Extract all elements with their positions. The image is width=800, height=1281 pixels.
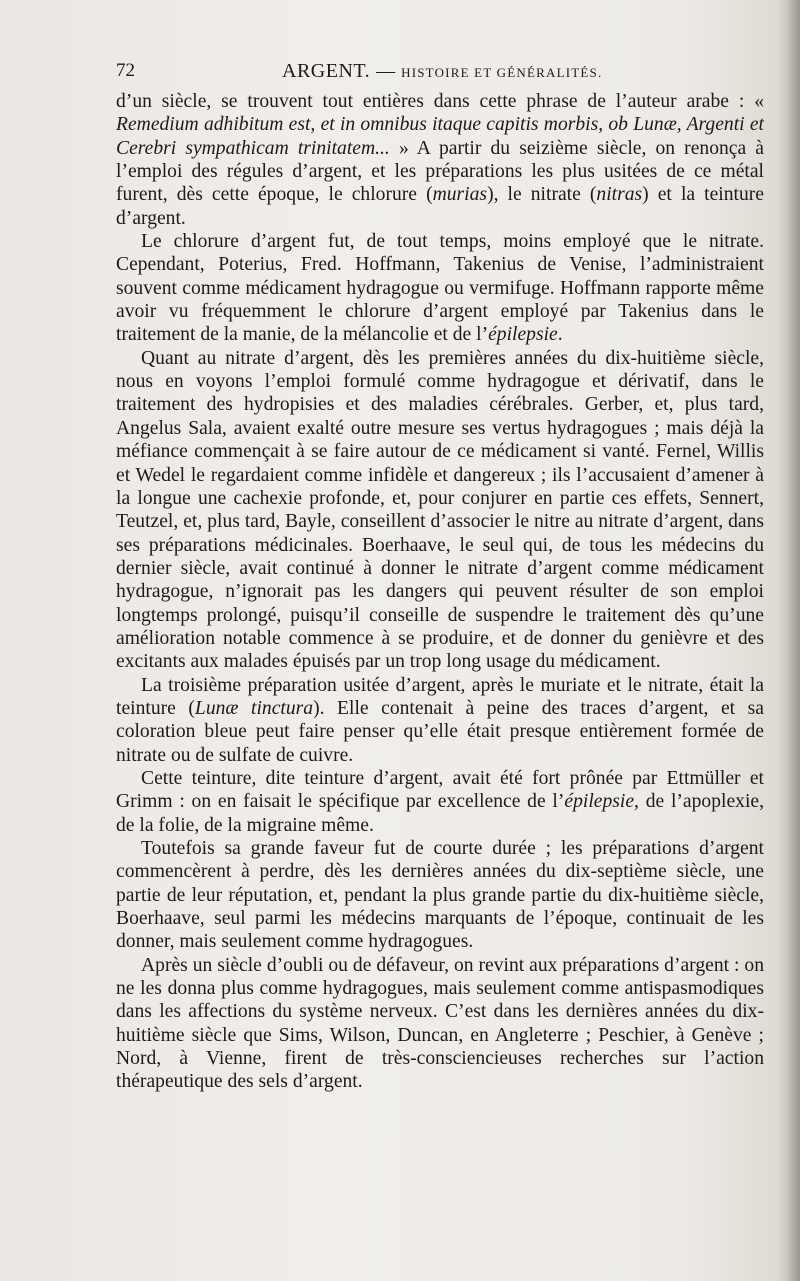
latin-term-lunae-tinctura: Lunæ tinctura xyxy=(194,697,314,719)
text-run: Après un siècle d’oubli ou de défaveur, on revint aux préparations d’argent : on ne les donna plus comme hydragogues, mais seulement comme antispasmodiques dans les affections du système nerveux. C’est dans les dernières années du dix-huitième siècle que Sims, Wilson, Duncan, en Angleterre ; Peschier, à Genève ; Nord, à Vienne, firent de très-consciencieuses recherches sur l’action thérapeutique des sels d’argent. xyxy=(116,954,764,1093)
latin-term-nitras: nitras xyxy=(596,184,643,206)
term-epilepsie: épilepsie xyxy=(564,791,635,813)
paragraph-6 xyxy=(116,837,764,954)
text-run: Le chlorure d’argent fut, de tout temps, moins employé que le nitrate. Cependant, Poterius, Fred. Hoffmann, Takenius de Venise, l’administraient souvent comme médicament hydragogue ou vermifuge. Hoffmann rapporte même avoir vu fréquemment le chlorure d’argent employé par Takenius dans le traitement de la manie, de la mélancolie et de l’ xyxy=(116,231,764,346)
paragraph-2 xyxy=(116,230,764,347)
latin-quotation: Remedium adhibitum est, et in omnibus itaque capitis morbis, ob Lunæ, Argenti et Cerebri sympathicam trinitatem... xyxy=(116,114,764,159)
text-run: , de l’apoplexie, de la folie, de la migraine même. xyxy=(116,791,764,836)
paragraph-4 xyxy=(116,674,764,767)
running-head xyxy=(282,58,602,86)
text-run: . xyxy=(557,324,563,346)
page-number: 72 xyxy=(116,60,135,81)
running-head-title: ARGENT. xyxy=(282,60,371,82)
text-run: ). Elle contenait à peine des traces d’argent, et sa coloration bleue peut faire penser qu’elle était presque entièrement formée de nitrate ou de sulfate de cuivre. xyxy=(116,697,764,766)
page-header xyxy=(116,58,764,84)
text-run: ) et la teinture d’argent. xyxy=(116,184,764,229)
text-run: La troisième préparation usitée d’argent, après le muriate et le nitrate, était la teinture ( xyxy=(116,674,764,719)
text-run: d’un siècle, se trouvent tout entières dans cette phrase de l’auteur arabe : « xyxy=(116,91,764,112)
running-head-subtitle: HISTOIRE ET GÉNÉRALITÉS. xyxy=(401,65,603,80)
text-run: ), le nitrate ( xyxy=(487,184,597,206)
running-head-separator: — xyxy=(376,61,396,82)
page-edge-shadow xyxy=(786,0,800,1281)
text-run: Toutefois sa grande faveur fut de courte durée ; les préparations d’argent commencèrent à perdre, dès les dernières années du dix-septième siècle, une partie de leur réputation, et, pendant la plus grande partie du dix-huitième siècle, Boerhaave, seul parmi les médecins marquants de l’époque, continuait de les donner, mais seulement comme hydragogues. xyxy=(116,838,764,953)
text-run: Quant au nitrate d’argent, dès les premières années du dix-huitième siècle, nous en voyons l’emploi formulé comme hydragogue et dérivatif, dans le traitement des hydropisies et des maladies cérébrales. Gerber, et, plus tard, Angelus Sala, avaient exalté outre mesure ses vertus hydragogues ; mais déjà la méfiance commençait à se faire autour de ce médicament si vanté. Fernel, Willis et Wedel le regardaient comme infidèle et dangereux ; ils l’accusaient d’amener à la longue une cachexie profonde, et, pour conjurer en partie ces effets, Sennert, Teutzel, et, plus tard, Bayle, conseillent d’associer le nitre au nitrate d’argent, dans ses préparations médicinales. Boerhaave, le seul qui, de tous les médecins du dernier siècle, avait continué à donner le nitrate d’argent comme médicament hydragogue, n’ignorait pas les dangers qui peuvent résulter de son emploi longtemps prolongé, puisqu’il conseille de suspendre le traitement dès qu’une amélioration notable commence à se produire, et de donner du genièvre et des excitants aux malades épuisés par un trop long usage du médicament. xyxy=(116,347,764,673)
latin-term-murias: murias xyxy=(432,184,488,206)
term-epilepsie: épilepsie xyxy=(488,324,558,346)
text-run: » A partir du seizième siècle, on renonça à l’emploi des régules d’argent, et les préparations les plus usitées de ce métal furent, dès cette époque, le chlorure ( xyxy=(116,137,764,206)
paragraph-5 xyxy=(116,767,764,837)
paragraph-3 xyxy=(116,347,764,674)
paragraph-7 xyxy=(116,954,764,1094)
text-run: Cette teinture, dite teinture d’argent, avait été fort prônée par Ettmüller et Grimm : on en faisait le spécifique par excellence de l’ xyxy=(116,767,764,813)
body-text xyxy=(116,90,764,1094)
paragraph-1 xyxy=(116,90,764,230)
